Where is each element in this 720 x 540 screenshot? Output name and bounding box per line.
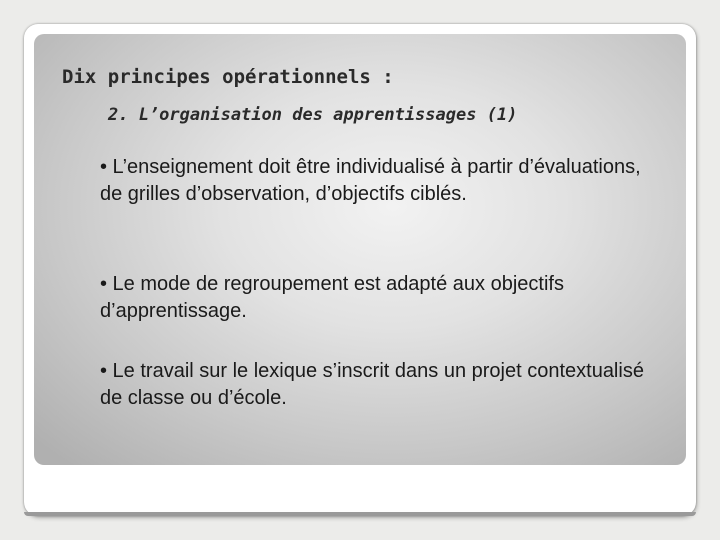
- bullet-item: • L’enseignement doit être individualisé à partir d’évaluations, de grilles d’observation, d’objectifs ciblés.: [100, 156, 641, 205]
- bullet-item: • Le travail sur le lexique s’inscrit dans un projet contextualisé de classe ou d’école.: [100, 360, 644, 409]
- content-panel: [34, 34, 686, 465]
- bottom-divider: [24, 512, 696, 516]
- bullet-item: • Le mode de regroupement est adapté aux objectifs d’apprentissage.: [100, 273, 564, 322]
- slide-title: Dix principes opérationnels :: [62, 66, 394, 88]
- slide-subtitle: 2. L’organisation des apprentissages (1): [108, 105, 518, 125]
- slide-frame: [24, 24, 696, 516]
